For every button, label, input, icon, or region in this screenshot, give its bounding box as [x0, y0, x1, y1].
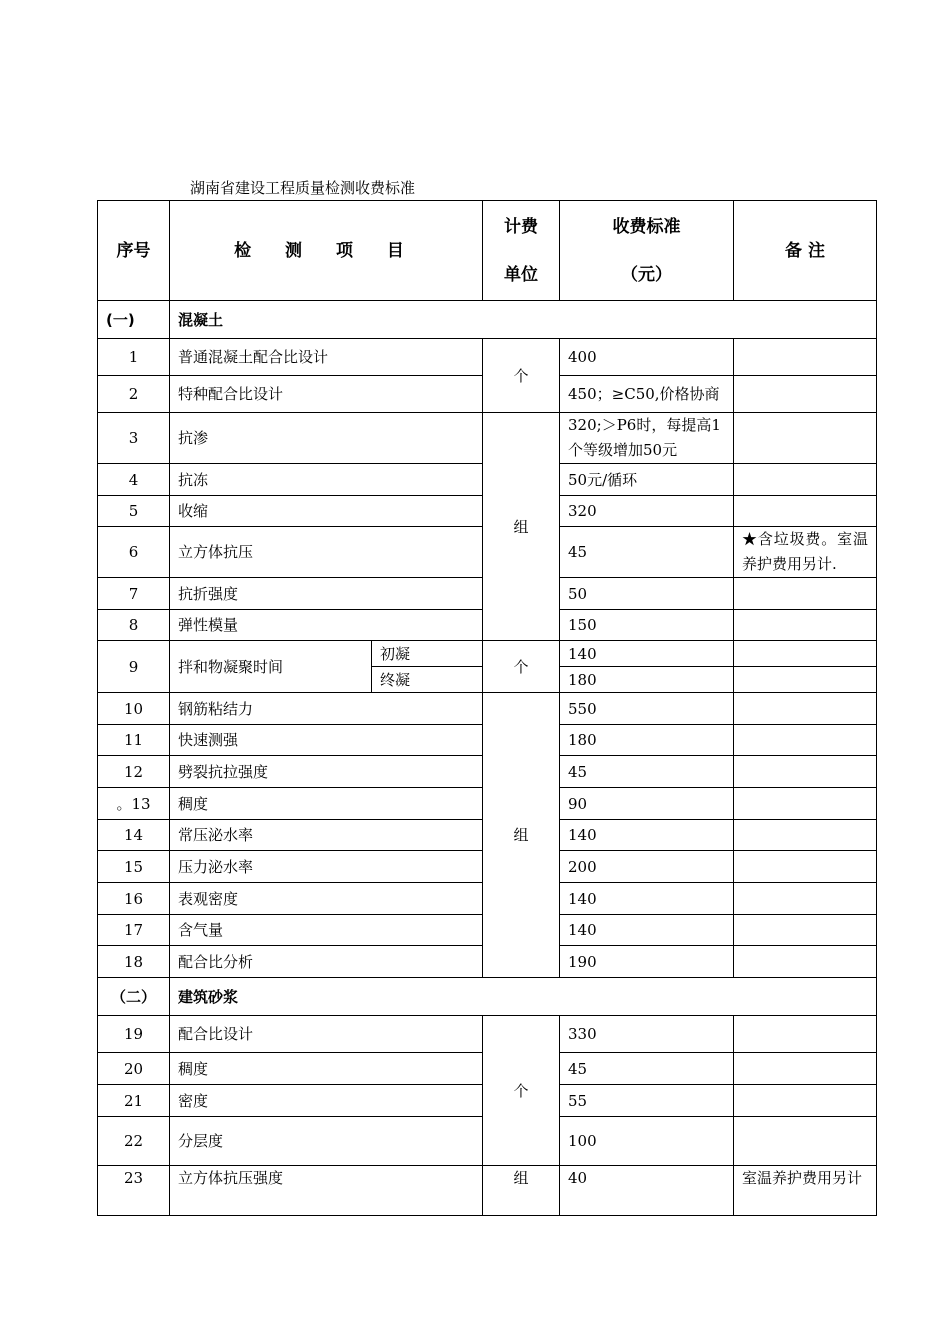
row-no: 1 — [98, 339, 170, 376]
row-item: 表观密度 — [170, 883, 483, 915]
row-fee: 150 — [560, 610, 734, 641]
row-no: 21 — [98, 1085, 170, 1117]
row-note — [734, 693, 877, 725]
row-item: 钢筋粘结力 — [170, 693, 483, 725]
row-subitem: 终凝 — [372, 667, 483, 693]
table-row — [98, 339, 877, 376]
row-note — [734, 756, 877, 788]
row-fee: 140 — [560, 641, 734, 667]
header-note: 备 注 — [734, 201, 877, 301]
row-note — [734, 667, 877, 693]
section-no: （二） — [98, 978, 170, 1016]
section-name: 混凝土 — [170, 301, 877, 339]
row-no: 3 — [98, 413, 170, 464]
fee-table — [97, 200, 877, 1216]
row-item: 抗渗 — [170, 413, 483, 464]
row-note — [734, 1053, 877, 1085]
row-no: 23 — [98, 1166, 170, 1216]
row-note — [734, 641, 877, 667]
table-row — [98, 413, 877, 464]
row-fee: 140 — [560, 820, 734, 851]
row-unit: 个 — [483, 339, 560, 413]
row-no: 。13 — [98, 788, 170, 820]
row-fee: 330 — [560, 1016, 734, 1053]
row-no: 5 — [98, 496, 170, 527]
row-fee: 320;＞P6时，每提高1个等级增加50元 — [560, 413, 734, 464]
row-fee: 100 — [560, 1117, 734, 1166]
row-item: 立方体抗压强度 — [170, 1166, 483, 1216]
row-note — [734, 946, 877, 978]
row-subitem: 初凝 — [372, 641, 483, 667]
table-row — [98, 1016, 877, 1053]
row-no: 18 — [98, 946, 170, 978]
table-row — [98, 1166, 877, 1216]
row-no: 11 — [98, 725, 170, 756]
row-no: 8 — [98, 610, 170, 641]
row-no: 12 — [98, 756, 170, 788]
row-item: 普通混凝土配合比设计 — [170, 339, 483, 376]
row-note: 室温养护费用另计 — [734, 1166, 877, 1216]
row-note — [734, 725, 877, 756]
row-note — [734, 820, 877, 851]
row-fee: 550 — [560, 693, 734, 725]
row-fee: 50元/循环 — [560, 464, 734, 496]
row-note — [734, 578, 877, 610]
header-item: 检 测 项 目 — [170, 201, 483, 301]
section-no: (一) — [98, 301, 170, 339]
row-note — [734, 610, 877, 641]
document-title: 湖南省建设工程质量检测收费标准 — [190, 179, 416, 197]
row-fee: 45 — [560, 527, 734, 578]
section-row — [98, 301, 877, 339]
row-no: 10 — [98, 693, 170, 725]
row-item: 抗冻 — [170, 464, 483, 496]
row-item: 弹性模量 — [170, 610, 483, 641]
row-item: 常压泌水率 — [170, 820, 483, 851]
row-no: 9 — [98, 641, 170, 693]
row-fee: 140 — [560, 883, 734, 915]
row-fee: 450；≥C50,价格协商 — [560, 376, 734, 413]
row-item: 拌和物凝聚时间 — [170, 641, 372, 693]
header-no: 序号 — [98, 201, 170, 301]
row-item: 含气量 — [170, 915, 483, 946]
row-note — [734, 1016, 877, 1053]
row-unit: 个 — [483, 1016, 560, 1166]
row-note — [734, 915, 877, 946]
row-no: 22 — [98, 1117, 170, 1166]
row-note — [734, 496, 877, 527]
table-header-row — [98, 201, 877, 301]
row-fee: 45 — [560, 1053, 734, 1085]
row-note: ★含垃圾费。室温养护费用另计. — [734, 527, 877, 578]
row-fee: 190 — [560, 946, 734, 978]
row-no: 2 — [98, 376, 170, 413]
row-no: 15 — [98, 851, 170, 883]
row-no: 20 — [98, 1053, 170, 1085]
row-fee: 50 — [560, 578, 734, 610]
row-unit: 组 — [483, 1166, 560, 1216]
row-item: 密度 — [170, 1085, 483, 1117]
row-unit: 组 — [483, 413, 560, 641]
row-unit: 个 — [483, 641, 560, 693]
row-fee: 180 — [560, 667, 734, 693]
row-no: 7 — [98, 578, 170, 610]
row-fee: 180 — [560, 725, 734, 756]
row-unit: 组 — [483, 693, 560, 978]
row-item: 劈裂抗拉强度 — [170, 756, 483, 788]
row-note — [734, 788, 877, 820]
row-item: 特种配合比设计 — [170, 376, 483, 413]
row-fee: 320 — [560, 496, 734, 527]
row-item: 分层度 — [170, 1117, 483, 1166]
row-no: 6 — [98, 527, 170, 578]
row-no: 4 — [98, 464, 170, 496]
table-row — [98, 641, 877, 667]
row-note — [734, 413, 877, 464]
row-note — [734, 883, 877, 915]
row-fee: 90 — [560, 788, 734, 820]
row-item: 收缩 — [170, 496, 483, 527]
row-note — [734, 339, 877, 376]
row-item: 抗折强度 — [170, 578, 483, 610]
row-no: 19 — [98, 1016, 170, 1053]
row-no: 14 — [98, 820, 170, 851]
header-fee: 收费标准 （元） — [560, 201, 734, 301]
row-fee: 200 — [560, 851, 734, 883]
row-note — [734, 1085, 877, 1117]
row-note — [734, 464, 877, 496]
section-row — [98, 978, 877, 1016]
row-fee: 40 — [560, 1166, 734, 1216]
row-fee: 55 — [560, 1085, 734, 1117]
section-name: 建筑砂浆 — [170, 978, 877, 1016]
table-row — [98, 693, 877, 725]
header-unit: 计费 单位 — [483, 201, 560, 301]
row-item: 配合比设计 — [170, 1016, 483, 1053]
row-item: 快速测强 — [170, 725, 483, 756]
row-item: 配合比分析 — [170, 946, 483, 978]
row-fee: 400 — [560, 339, 734, 376]
row-item: 压力泌水率 — [170, 851, 483, 883]
row-note — [734, 851, 877, 883]
row-no: 17 — [98, 915, 170, 946]
row-fee: 45 — [560, 756, 734, 788]
row-note — [734, 376, 877, 413]
row-item: 稠度 — [170, 788, 483, 820]
row-item: 稠度 — [170, 1053, 483, 1085]
row-no: 16 — [98, 883, 170, 915]
row-note — [734, 1117, 877, 1166]
row-fee: 140 — [560, 915, 734, 946]
row-item: 立方体抗压 — [170, 527, 483, 578]
